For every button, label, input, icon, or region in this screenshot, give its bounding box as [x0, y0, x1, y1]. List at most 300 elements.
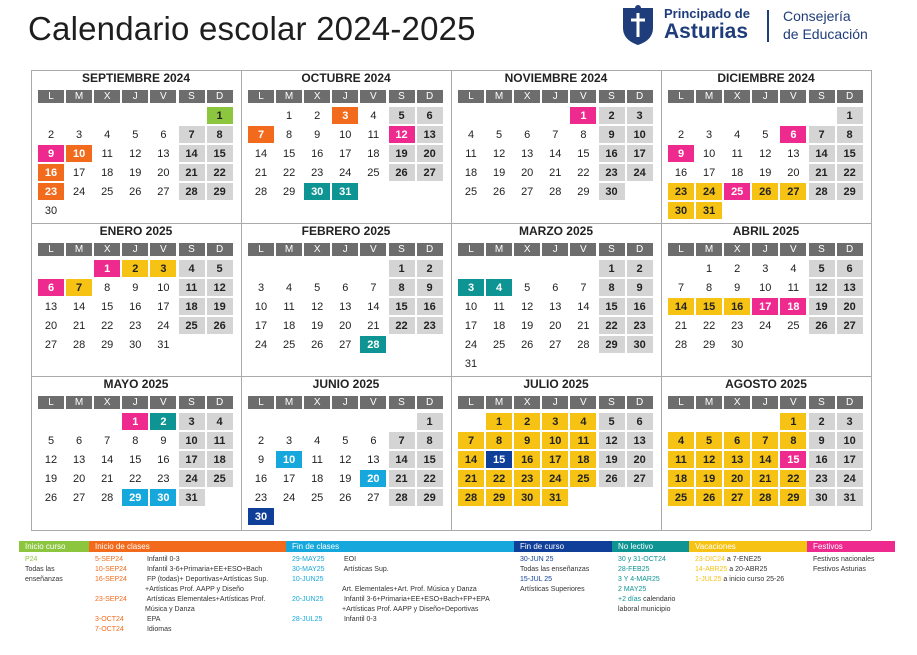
day-cell: 8	[207, 126, 233, 143]
day-cell: 27	[837, 317, 863, 334]
day-cell: 2	[150, 413, 176, 430]
weekday-header: X	[724, 396, 750, 409]
day-cell: 1	[94, 260, 120, 277]
day-cell: 21	[809, 164, 835, 181]
day-cell: 20	[787, 166, 800, 179]
legend-text: a 7-ENE25	[726, 556, 762, 563]
month-block	[661, 70, 871, 223]
day-cell: 8	[286, 128, 293, 141]
weekday-header: V	[150, 90, 176, 103]
day-cell: 13	[367, 453, 380, 466]
weekday-header: X	[514, 90, 540, 103]
day-cell: 24	[339, 166, 352, 179]
weekday-header: D	[207, 396, 233, 409]
day-cell: 24	[759, 319, 772, 332]
month-name: FEBRERO 2025	[301, 224, 391, 238]
weekday-header: J	[332, 243, 358, 256]
day-cell: 8	[780, 432, 806, 449]
legend-date: 2 MAY25	[618, 586, 647, 593]
day-cell: 1	[599, 260, 625, 277]
weekday-header: D	[627, 396, 653, 409]
day-cell: 1	[417, 413, 443, 430]
weekday-header: S	[809, 243, 835, 256]
weekday-header: D	[837, 396, 863, 409]
day-cell: 18	[179, 298, 205, 315]
legend-row	[520, 566, 589, 574]
weekday-header: J	[122, 396, 148, 409]
day-cell: 11	[367, 128, 380, 141]
month-name: OCTUBRE 2024	[301, 71, 391, 85]
weekday-header: V	[360, 90, 386, 103]
legend-text: laboral municipio	[618, 606, 671, 613]
legend-date: 10-JUN25	[292, 576, 324, 583]
day-cell: 2	[809, 413, 835, 430]
day-cell: 18	[570, 451, 596, 468]
legend-date: +2 días	[618, 596, 642, 603]
legend-text: Todas las enseñanzas	[520, 566, 590, 573]
day-cell: 31	[332, 183, 358, 200]
legend-date: 1-JUL25	[695, 576, 722, 583]
legend-date: 28-FEB25	[618, 566, 650, 573]
day-cell: 26	[207, 317, 233, 334]
weekday-header: M	[276, 90, 302, 103]
day-cell: 31	[157, 338, 170, 351]
day-cell: 20	[417, 145, 443, 162]
day-cell: 25	[570, 470, 596, 487]
day-cell: 2	[314, 109, 321, 122]
day-cell: 16	[417, 298, 443, 315]
month-name: JULIO 2025	[523, 377, 589, 391]
legend-text: a 20-ABR25	[729, 566, 768, 573]
day-cell: 21	[101, 472, 114, 485]
day-cell: 7	[104, 434, 111, 447]
day-cell: 21	[577, 319, 590, 332]
legend-title: Vacaciones	[689, 541, 807, 552]
legend-row	[25, 566, 55, 574]
day-cell: 20	[837, 298, 863, 315]
day-cell: 8	[599, 279, 625, 296]
legend-text: Artísticas Elementales+Artísticas Prof.	[146, 596, 266, 603]
day-cell: 23	[417, 317, 443, 334]
day-cell: 31	[179, 489, 205, 506]
month-block	[31, 223, 241, 376]
day-cell: 15	[837, 145, 863, 162]
day-cell: 19	[339, 472, 352, 485]
day-cell: 13	[549, 300, 562, 313]
day-cell: 30	[304, 183, 330, 200]
month-name: AGOSTO 2025	[725, 377, 807, 391]
legend-row	[695, 566, 767, 574]
day-cell: 21	[752, 470, 778, 487]
day-cell: 15	[577, 147, 590, 160]
weekday-header: V	[360, 243, 386, 256]
legend-row	[95, 576, 268, 584]
day-cell: 29	[101, 338, 114, 351]
weekday-header: L	[458, 90, 484, 103]
legend-row	[95, 616, 160, 624]
legend-text: Infantil 0-3	[146, 556, 180, 563]
month-block	[661, 223, 871, 376]
day-cell: 9	[160, 434, 167, 447]
day-cell: 18	[101, 166, 114, 179]
weekday-header: S	[809, 396, 835, 409]
day-cell: 14	[668, 298, 694, 315]
day-cell: 4	[207, 413, 233, 430]
day-cell: 21	[549, 166, 562, 179]
day-cell: 22	[702, 319, 716, 332]
day-cell: 19	[311, 319, 324, 332]
day-cell: 29	[837, 183, 863, 200]
day-cell: 29	[122, 489, 148, 506]
legend-row	[618, 586, 646, 594]
weekday-header: D	[417, 396, 443, 409]
legend-group	[514, 541, 612, 651]
weekday-header: S	[179, 90, 205, 103]
day-cell: 7	[809, 126, 835, 143]
day-cell: 19	[44, 472, 58, 485]
weekday-header: M	[696, 243, 722, 256]
weekday-header: L	[668, 396, 694, 409]
day-cell: 4	[668, 432, 694, 449]
day-cell: 20	[549, 319, 562, 332]
day-cell: 3	[257, 281, 265, 294]
weekday-header: S	[389, 396, 415, 409]
day-cell: 27	[627, 470, 653, 487]
day-cell: 16	[157, 453, 170, 466]
day-cell: 30	[150, 489, 176, 506]
day-cell: 27	[157, 185, 170, 198]
day-cell: 24	[464, 338, 478, 351]
day-cell: 22	[282, 166, 296, 179]
day-cell: 7	[248, 126, 274, 143]
day-cell: 11	[731, 147, 743, 160]
month-block	[241, 376, 451, 529]
day-cell: 2	[122, 260, 148, 277]
weekday-header: X	[94, 396, 120, 409]
weekday-header: S	[809, 90, 835, 103]
day-cell: 26	[129, 185, 142, 198]
legend-row	[95, 566, 262, 574]
day-cell: 17	[282, 472, 296, 485]
day-cell: 2	[257, 434, 265, 447]
day-cell: 7	[370, 281, 377, 294]
day-cell: 30	[809, 489, 835, 506]
weekday-header: M	[486, 396, 512, 409]
day-cell: 21	[458, 470, 484, 487]
day-cell: 15	[696, 298, 722, 315]
day-cell: 26	[311, 338, 324, 351]
day-cell: 11	[101, 147, 113, 160]
weekday-header: M	[66, 243, 92, 256]
day-cell: 8	[486, 432, 512, 449]
day-cell: 22	[837, 164, 863, 181]
legend-row	[25, 576, 63, 584]
day-cell: 22	[207, 164, 233, 181]
day-cell: 23	[254, 491, 268, 504]
day-cell: 6	[76, 434, 83, 447]
day-cell: 15	[389, 298, 415, 315]
day-cell: 6	[552, 281, 559, 294]
weekday-header: L	[458, 243, 484, 256]
legend-title: Fin de curso	[514, 541, 612, 552]
logo-department	[783, 7, 868, 43]
day-cell: 16	[809, 451, 835, 468]
day-cell: 1	[780, 413, 806, 430]
day-cell: 19	[207, 298, 233, 315]
day-cell: 16	[129, 300, 142, 313]
day-cell: 13	[339, 300, 352, 313]
weekday-header: L	[38, 396, 64, 409]
day-cell: 13	[72, 453, 86, 466]
day-cell: 5	[132, 128, 139, 141]
day-cell: 22	[599, 317, 625, 334]
legend-row	[292, 596, 490, 604]
day-cell: 19	[389, 145, 415, 162]
day-cell: 6	[160, 128, 167, 141]
weekday-header: J	[542, 396, 568, 409]
day-cell: 11	[311, 453, 323, 466]
legend-date: 7-OCT24	[95, 626, 124, 633]
weekday-header: L	[38, 243, 64, 256]
day-cell: 24	[542, 470, 568, 487]
weekday-header: D	[837, 90, 863, 103]
day-cell: 6	[724, 432, 750, 449]
day-cell: 3	[706, 128, 713, 141]
weekday-header: J	[542, 90, 568, 103]
legend-text: calendario	[643, 596, 676, 603]
weekday-header: L	[458, 396, 484, 409]
dept-line1: Consejería	[783, 8, 851, 24]
day-cell: 9	[734, 281, 741, 294]
day-cell: 12	[809, 279, 835, 296]
month-name: JUNIO 2025	[312, 377, 380, 391]
day-cell: 18	[780, 298, 806, 315]
day-cell: 29	[417, 489, 443, 506]
legend-date: 29-MAY25	[292, 556, 325, 563]
day-cell: 12	[339, 453, 352, 466]
day-cell: 24	[72, 185, 86, 198]
legend-date: 23-SEP24	[95, 596, 127, 603]
legend-title: Inicio de clases	[89, 541, 286, 552]
day-cell: 10	[276, 451, 302, 468]
legend-row	[618, 566, 650, 574]
day-cell: 12	[389, 126, 415, 143]
day-cell: 23	[668, 183, 694, 200]
legend-date: 20-JUN25	[292, 596, 324, 603]
weekday-header: D	[837, 243, 863, 256]
day-cell: 14	[72, 300, 86, 313]
weekday-header: V	[360, 396, 386, 409]
day-cell: 19	[809, 298, 835, 315]
day-cell: 15	[417, 451, 443, 468]
legend-date: 23-DIC24	[695, 556, 725, 563]
legend-row	[813, 566, 866, 574]
day-cell: 13	[787, 147, 800, 160]
day-cell: 3	[458, 279, 484, 296]
legend-row	[95, 626, 171, 634]
day-cell: 26	[809, 317, 835, 334]
day-cell: 8	[104, 281, 111, 294]
day-cell: 17	[254, 319, 268, 332]
day-cell: 5	[389, 107, 415, 124]
coat-of-arms-icon	[620, 4, 656, 46]
legend-row	[95, 556, 180, 564]
logo-line1: Principado de	[664, 6, 750, 21]
day-cell: 16	[254, 472, 268, 485]
day-cell: 18	[464, 166, 478, 179]
weekday-header: S	[389, 90, 415, 103]
day-cell: 5	[47, 434, 55, 447]
day-cell: 16	[311, 147, 324, 160]
legend-date: 5-SEP24	[95, 556, 124, 563]
day-cell: 27	[724, 489, 750, 506]
day-cell: 7	[389, 432, 415, 449]
weekday-header: V	[780, 90, 806, 103]
day-cell: 4	[734, 128, 741, 141]
day-cell: 10	[542, 432, 568, 449]
weekday-header: S	[179, 243, 205, 256]
day-cell: 31	[837, 489, 863, 506]
day-cell: 28	[389, 489, 415, 506]
day-cell: 19	[759, 166, 772, 179]
day-cell: 22	[577, 166, 590, 179]
day-cell: 31	[464, 357, 478, 370]
day-cell: 5	[696, 432, 722, 449]
weekday-header: V	[570, 90, 596, 103]
day-cell: 5	[809, 260, 835, 277]
legend-row	[292, 616, 377, 624]
day-cell: 15	[101, 300, 114, 313]
weekday-header: V	[780, 243, 806, 256]
weekday-header: M	[486, 243, 512, 256]
day-cell: 29	[282, 185, 296, 198]
day-cell: 11	[207, 432, 233, 449]
weekday-header: M	[486, 90, 512, 103]
day-cell: 6	[837, 260, 863, 277]
legend-group	[612, 541, 689, 651]
legend-row	[618, 556, 666, 564]
day-cell: 17	[542, 451, 568, 468]
day-cell: 19	[129, 166, 142, 179]
legend-date: P24	[25, 556, 38, 563]
day-cell: 29	[702, 338, 716, 351]
day-cell: 23	[731, 319, 744, 332]
legend-text: Infantil 0-3	[343, 616, 377, 623]
day-cell: 25	[367, 166, 380, 179]
day-cell: 4	[370, 109, 377, 122]
legend-group	[807, 541, 895, 651]
day-cell: 10	[759, 281, 772, 294]
weekday-header: M	[696, 90, 722, 103]
day-cell: 30	[627, 336, 653, 353]
day-cell: 3	[627, 107, 653, 124]
day-cell: 23	[157, 472, 170, 485]
day-cell: 7	[552, 128, 559, 141]
legend-row	[618, 606, 671, 614]
month-name: MAYO 2025	[103, 377, 169, 391]
day-cell: 12	[492, 147, 506, 160]
day-cell: 10	[339, 128, 352, 141]
day-cell: 8	[706, 281, 713, 294]
day-cell: 14	[101, 453, 114, 466]
day-cell: 20	[521, 166, 534, 179]
month-block	[31, 376, 241, 529]
day-cell: 19	[492, 166, 506, 179]
day-cell: 7	[580, 281, 587, 294]
day-cell: 27	[72, 491, 86, 504]
weekday-header: S	[599, 243, 625, 256]
legend-date: 30-JUN 25	[520, 556, 554, 563]
weekday-header: X	[304, 243, 330, 256]
day-cell: 8	[417, 432, 443, 449]
day-cell: 2	[599, 107, 625, 124]
day-cell: 18	[311, 472, 324, 485]
day-cell: 4	[179, 260, 205, 277]
day-cell: 29	[486, 489, 512, 506]
day-cell: 14	[577, 300, 590, 313]
weekday-header: X	[304, 90, 330, 103]
weekday-header: J	[122, 243, 148, 256]
legend-row	[695, 556, 761, 564]
day-cell: 9	[257, 453, 265, 466]
weekday-header: J	[752, 396, 778, 409]
day-cell: 2	[514, 413, 540, 430]
day-cell: 21	[72, 319, 86, 332]
day-cell: 13	[157, 147, 170, 160]
day-cell: 17	[752, 298, 778, 315]
day-cell: 29	[780, 489, 806, 506]
day-cell: 26	[696, 489, 722, 506]
day-cell: 10	[837, 432, 863, 449]
day-cell: 22	[780, 470, 806, 487]
legend-row	[520, 556, 553, 564]
legend-row	[292, 586, 477, 594]
legend-text: Infantil 3-6+Primaria+EE+ESO+Bach	[146, 566, 263, 573]
legend-date: 28-JUL25	[292, 616, 323, 623]
legend-row	[813, 556, 874, 564]
day-cell: 28	[360, 336, 386, 353]
day-cell: 14	[254, 147, 268, 160]
day-cell: 28	[549, 185, 562, 198]
day-cell: 25	[207, 470, 233, 487]
day-cell: 12	[696, 451, 722, 468]
day-cell: 23	[809, 470, 835, 487]
day-cell: 29	[577, 185, 590, 198]
day-cell: 8	[837, 126, 863, 143]
day-cell: 26	[339, 491, 352, 504]
day-cell: 9	[809, 432, 835, 449]
day-cell: 12	[759, 147, 772, 160]
day-cell: 18	[367, 147, 380, 160]
day-cell: 28	[577, 338, 590, 351]
month-block	[241, 70, 451, 223]
weekday-header: D	[417, 90, 443, 103]
day-cell: 28	[254, 185, 268, 198]
day-cell: 20	[360, 470, 386, 487]
legend-row	[520, 576, 552, 584]
page-title: Calendario escolar 2024-2025	[28, 10, 476, 47]
day-cell: 24	[179, 470, 205, 487]
day-cell: 25	[311, 491, 324, 504]
logo-separator	[767, 10, 769, 42]
day-cell: 16	[38, 164, 64, 181]
day-cell: 13	[417, 126, 443, 143]
day-cell: 29	[599, 336, 625, 353]
legend-text: Música y Danza	[145, 606, 195, 613]
day-cell: 1	[286, 109, 293, 122]
day-cell: 26	[599, 470, 625, 487]
day-cell: 18	[731, 166, 744, 179]
